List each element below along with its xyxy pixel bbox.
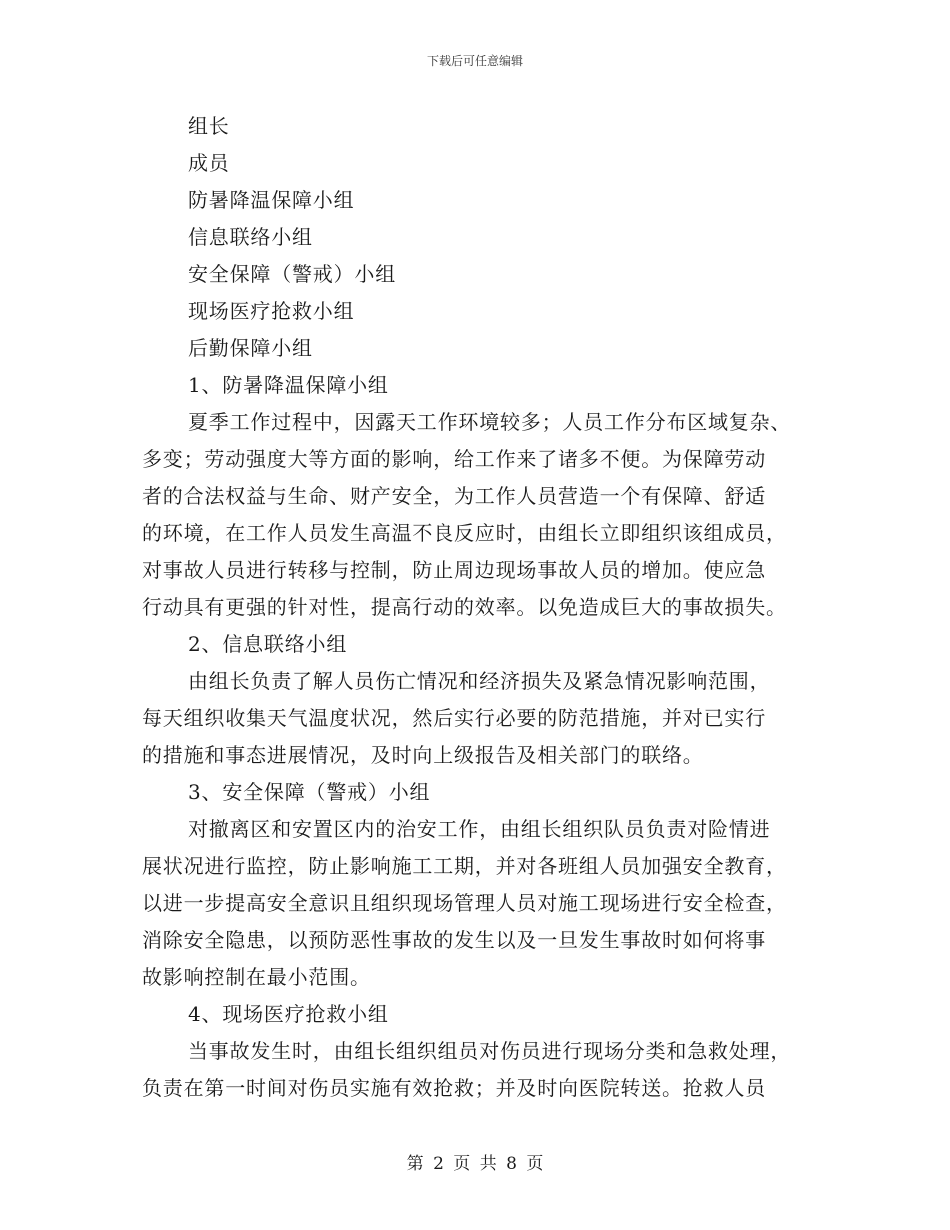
text-line: 的措施和事态进展情况，及时向上级报告及相关部门的联络。	[142, 743, 704, 767]
page-footer: 第 2 页 共 8 页	[406, 1154, 544, 1174]
text-line: 行动具有更强的针对性，提高行动的效率。以免造成巨大的事故损失。	[142, 595, 787, 619]
text-line: 以进一步提高安全意识且组织现场管理人员对施工现场进行安全检查，	[142, 891, 787, 915]
document-body	[142, 108, 814, 1107]
text-line: 成员	[188, 151, 230, 175]
text-line: 2、信息联络小组	[188, 632, 348, 656]
text-line: 的环境，在工作人员发生高温不良反应时，由组长立即组织该组成员，	[142, 521, 787, 545]
text-line: 当事故发生时，由组长组织组员对伤员进行现场分类和急救处理，	[188, 1039, 792, 1063]
page-header: 下载后可任意编辑	[426, 54, 523, 68]
text-line: 夏季工作过程中，因露天工作环境较多；人员工作分布区域复杂、	[188, 410, 792, 434]
text-line: 消除安全隐患，以预防恶性事故的发生以及一旦发生事故时如何将事	[142, 928, 766, 952]
text-line: 后勤保障小组	[188, 336, 313, 360]
text-line: 1、防暑降温保障小组	[188, 373, 389, 397]
text-line: 4、现场医疗抢救小组	[188, 1002, 389, 1026]
text-line: 3、安全保障（警戒）小组	[188, 780, 431, 804]
text-line: 信息联络小组	[188, 225, 313, 249]
text-line: 对事故人员进行转移与控制，防止周边现场事故人员的增加。使应急	[142, 558, 766, 582]
text-line: 负责在第一时间对伤员实施有效抢救；并及时向医院转送。抢救人员	[142, 1076, 766, 1100]
text-line: 每天组织收集天气温度状况，然后实行必要的防范措施，并对已实行	[142, 706, 766, 730]
text-line: 展状况进行监控，防止影响施工工期，并对各班组人员加强安全教育，	[142, 854, 787, 878]
text-line: 者的合法权益与生命、财产安全，为工作人员营造一个有保障、舒适	[142, 484, 766, 508]
text-line: 故影响控制在最小范围。	[142, 965, 371, 989]
text-line: 现场医疗抢救小组	[188, 299, 355, 323]
text-line: 防暑降温保障小组	[188, 188, 355, 212]
text-line: 多变；劳动强度大等方面的影响，给工作来了诸多不便。为保障劳动	[142, 447, 766, 471]
text-line: 由组长负责了解人员伤亡情况和经济损失及紧急情况影响范围，	[188, 669, 771, 693]
text-line: 对撤离区和安置区内的治安工作，由组长组织队员负责对险情进	[188, 817, 771, 841]
text-line: 安全保障（警戒）小组	[188, 262, 396, 286]
text-line: 组长	[188, 114, 230, 138]
